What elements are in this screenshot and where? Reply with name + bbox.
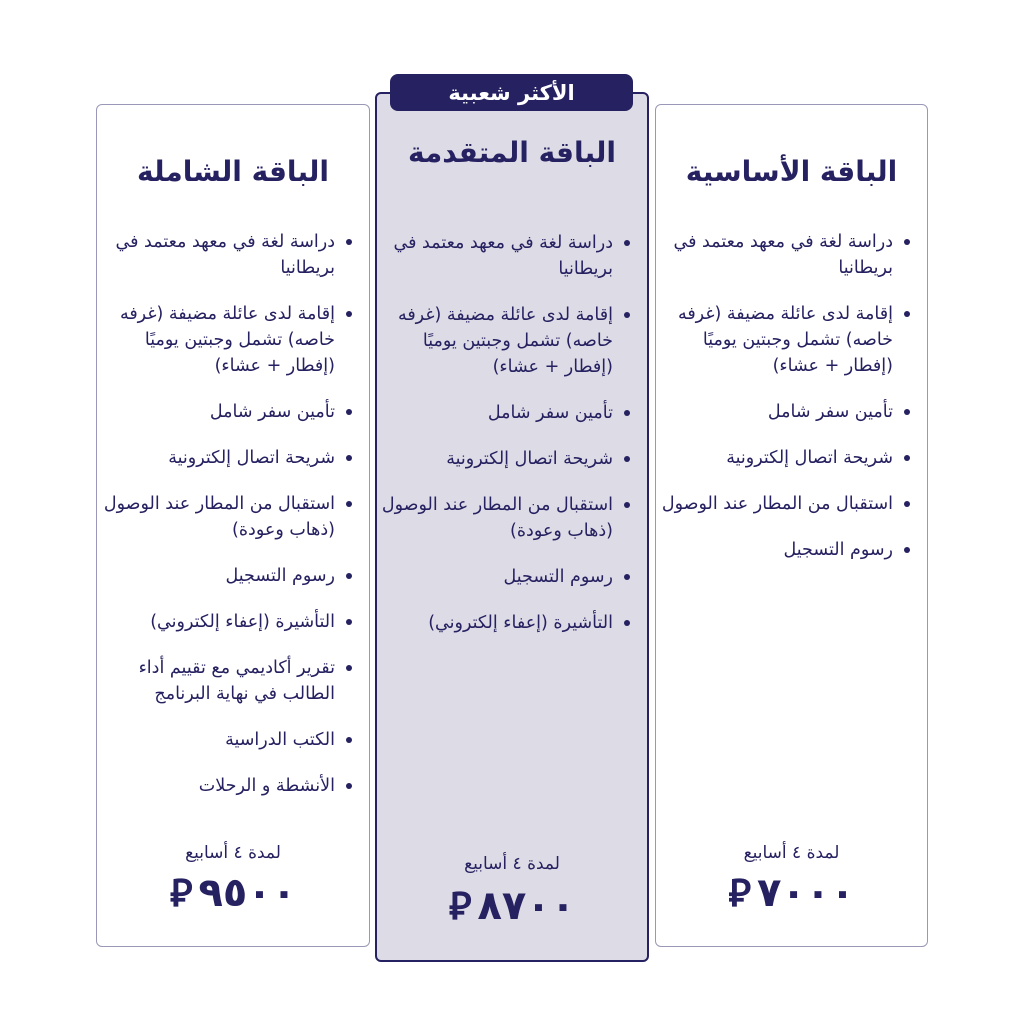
- feature-item: إقامة لدى عائلة مضيفة (غرفه خاصه) تشمل وجبتين يوميًا (إفطار + عشاء): [655, 301, 913, 379]
- feature-item: شريحة اتصال إلكترونية: [375, 446, 633, 472]
- price-amount: ٧٠٠٠: [756, 870, 855, 916]
- plan-price: [97, 871, 369, 915]
- feature-item: رسوم التسجيل: [655, 537, 913, 563]
- feature-list: [375, 230, 633, 656]
- plan-title: الباقة المتقدمة: [407, 136, 617, 169]
- plan-price: [656, 871, 927, 915]
- plan-card-basic: [655, 104, 928, 947]
- feature-item: التأشيرة (إعفاء إلكتروني): [97, 609, 355, 635]
- feature-item: التأشيرة (إعفاء إلكتروني): [375, 610, 633, 636]
- plan-card-comprehensive: [96, 104, 370, 947]
- feature-item: شريحة اتصال إلكترونية: [97, 445, 355, 471]
- feature-item: الأنشطة و الرحلات: [97, 773, 355, 799]
- feature-item: دراسة لغة في معهد معتمد في بريطانيا: [655, 229, 913, 281]
- plan-title: الباقة الشاملة: [137, 155, 329, 188]
- feature-item: رسوم التسجيل: [97, 563, 355, 589]
- feature-item: شريحة اتصال إلكترونية: [655, 445, 913, 471]
- feature-item: دراسة لغة في معهد معتمد في بريطانيا: [97, 229, 355, 281]
- feature-item: استقبال من المطار عند الوصول: [655, 491, 913, 517]
- feature-item: دراسة لغة في معهد معتمد في بريطانيا: [375, 230, 633, 282]
- currency-icon: ⃁: [169, 871, 193, 915]
- plan-price: [377, 884, 647, 928]
- plan-duration: لمدة ٤ أسابيع: [743, 843, 840, 863]
- plan-card-advanced: [375, 92, 649, 962]
- currency-icon: ⃁: [728, 871, 751, 915]
- feature-item: استقبال من المطار عند الوصول (ذهاب وعودة): [97, 491, 355, 543]
- feature-item: تأمين سفر شامل: [375, 400, 633, 426]
- feature-item: تأمين سفر شامل: [655, 399, 913, 425]
- feature-item: استقبال من المطار عند الوصول (ذهاب وعودة): [375, 492, 633, 544]
- currency-icon: ⃁: [448, 884, 472, 928]
- feature-item: تقرير أكاديمي مع تقييم أداء الطالب في نهاية البرنامج: [97, 655, 355, 707]
- feature-item: تأمين سفر شامل: [97, 399, 355, 425]
- price-amount: ٨٧٠٠: [477, 883, 576, 929]
- feature-item: الكتب الدراسية: [97, 727, 355, 753]
- feature-list: [655, 229, 913, 583]
- plan-title: الباقة الأساسية: [685, 155, 898, 188]
- feature-list: [97, 229, 355, 819]
- feature-item: رسوم التسجيل: [375, 564, 633, 590]
- most-popular-badge: الأكثر شعبية: [390, 74, 633, 111]
- plan-duration: لمدة ٤ أسابيع: [185, 843, 281, 863]
- price-amount: ٩٥٠٠: [198, 870, 297, 916]
- feature-item: إقامة لدى عائلة مضيفة (غرفه خاصه) تشمل وجبتين يوميًا (إفطار + عشاء): [375, 302, 633, 380]
- feature-item: إقامة لدى عائلة مضيفة (غرفه خاصه) تشمل وجبتين يوميًا (إفطار + عشاء): [97, 301, 355, 379]
- plan-duration: لمدة ٤ أسابيع: [464, 854, 560, 874]
